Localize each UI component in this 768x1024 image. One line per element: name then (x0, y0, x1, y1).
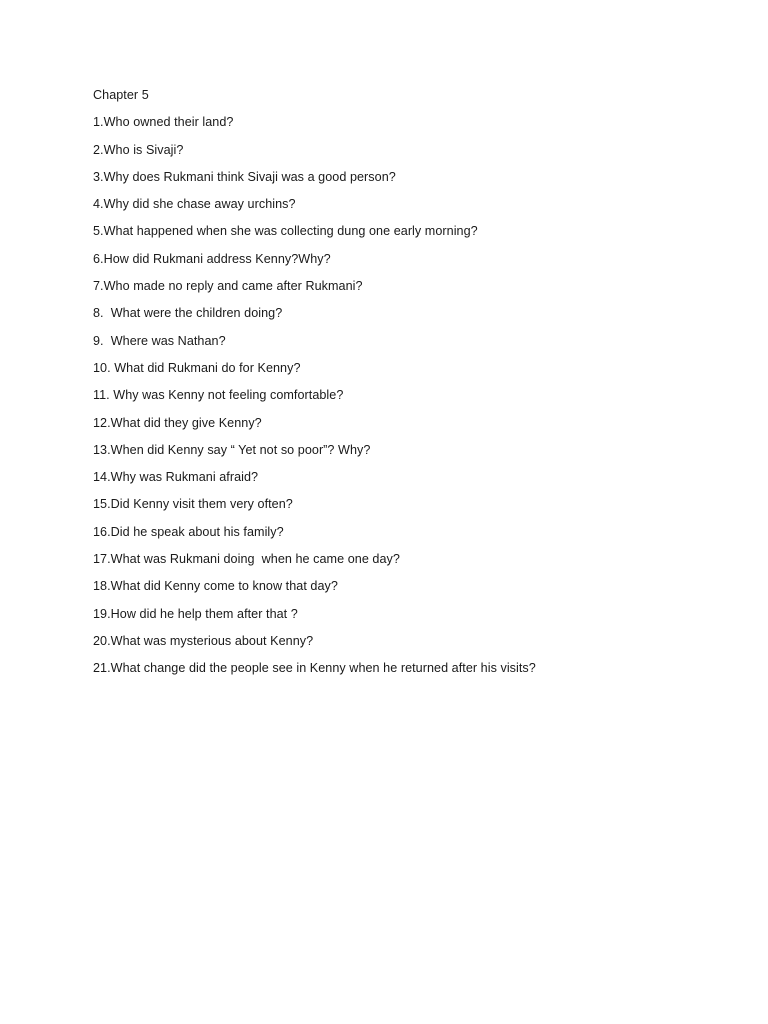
question-item: 1.Who owned their land? (93, 115, 234, 130)
question-item: 7.Who made no reply and came after Rukmani? (93, 279, 363, 294)
question-item: 21.What change did the people see in Kenny when he returned after his visits? (93, 661, 536, 676)
question-item: 17.What was Rukmani doing when he came one day? (93, 552, 400, 567)
question-item: 6.How did Rukmani address Kenny?Why? (93, 251, 331, 266)
question-item: 15.Did Kenny visit them very often? (93, 497, 293, 512)
question-item: 19.How did he help them after that ? (93, 606, 298, 621)
question-item: 5.What happened when she was collecting dung one early morning? (93, 224, 478, 239)
question-item: 8. What were the children doing? (93, 306, 283, 321)
question-item: 13.When did Kenny say “ Yet not so poor”? Why? (93, 442, 371, 457)
chapter-heading: Chapter 5 (93, 88, 149, 102)
question-item: 3.Why does Rukmani think Sivaji was a good person? (93, 169, 396, 184)
question-item: 4.Why did she chase away urchins? (93, 197, 296, 212)
question-item: 11. Why was Kenny not feeling comfortable? (93, 388, 344, 403)
question-item: 2.Who is Sivaji? (93, 142, 184, 157)
question-item: 10. What did Rukmani do for Kenny? (93, 360, 301, 375)
question-item: 20.What was mysterious about Kenny? (93, 633, 314, 648)
question-item: 18.What did Kenny come to know that day? (93, 579, 338, 594)
question-item: 16.Did he speak about his family? (93, 524, 284, 539)
question-item: 14.Why was Rukmani afraid? (93, 470, 259, 485)
question-item: 9. Where was Nathan? (93, 333, 226, 348)
question-item: 12.What did they give Kenny? (93, 415, 262, 430)
question-list (93, 87, 733, 688)
